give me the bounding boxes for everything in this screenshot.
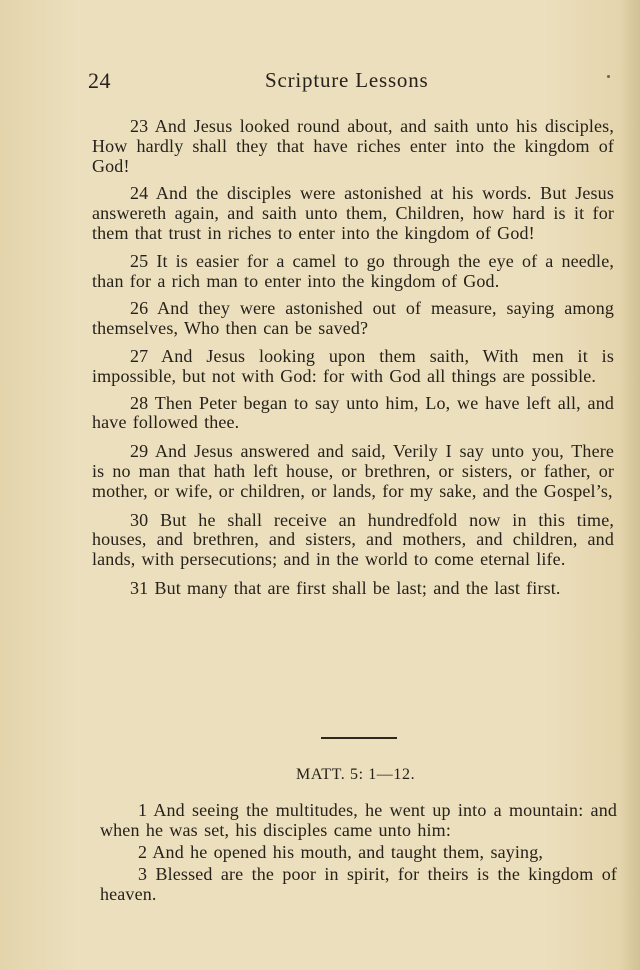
verse-29: 29 And Jesus answered and said, Verily I say unto you, There is no man that hath left house, or brethren, or sisters, or father, or mother, or wife, or children, or lands, for my sake, and the Gospel’s,: [92, 441, 614, 501]
page-edge-shadow: [620, 0, 640, 970]
page-number: 24: [88, 68, 111, 93]
verse-23: 23 And Jesus looked round about, and saith unto his disciples, How hardly shall they that have riches enter into the kingdom of God!: [92, 116, 614, 176]
verse-26: 26 And they were astonished out of measure, saying among themselves, Who then can be saved?: [92, 298, 614, 339]
verse-27: 27 And Jesus looking upon them saith, With men it is impossible, but not with God: for with God all things are possible.: [92, 345, 614, 386]
paper-speck: [607, 75, 610, 78]
matthew-verse-3: 3 Blessed are the poor in spirit, for theirs is the kingdom of heaven.: [100, 864, 617, 905]
verse-list: [92, 117, 614, 599]
verse-25: 25 It is easier for a camel to go through the eye of a needle, than for a rich man to enter into the kingdom of God.: [92, 250, 614, 291]
section-divider: [321, 737, 397, 739]
section-heading: MATT. 5: 1—12.: [296, 766, 416, 783]
verse-31: 31 But many that are first shall be last; and the last first.: [130, 577, 561, 598]
verse-30: 30 But he shall receive an hundredfold now in this time, houses, and brethren, and sisters, and mothers, and children, and lands, with persecutions; and in the world to come eternal life.: [92, 509, 614, 570]
verse-24: 24 And the disciples were astonished at his words. But Jesus answereth again, and saith unto them, Children, how hard is it for them that trust in riches to enter into the kingdom of God!: [92, 183, 614, 243]
matthew-verse-list: [100, 801, 617, 905]
running-title: Scripture Lessons: [265, 68, 429, 92]
matthew-verse-1: 1 And seeing the multitudes, he went up into a mountain: and when he was set, his disciples came unto him:: [100, 800, 617, 840]
page-header: [88, 68, 610, 98]
matthew-verse-2: 2 And he opened his mouth, and taught them, saying,: [138, 841, 543, 862]
verse-28: 28 Then Peter began to say unto him, Lo, we have left all, and have followed thee.: [92, 392, 614, 433]
